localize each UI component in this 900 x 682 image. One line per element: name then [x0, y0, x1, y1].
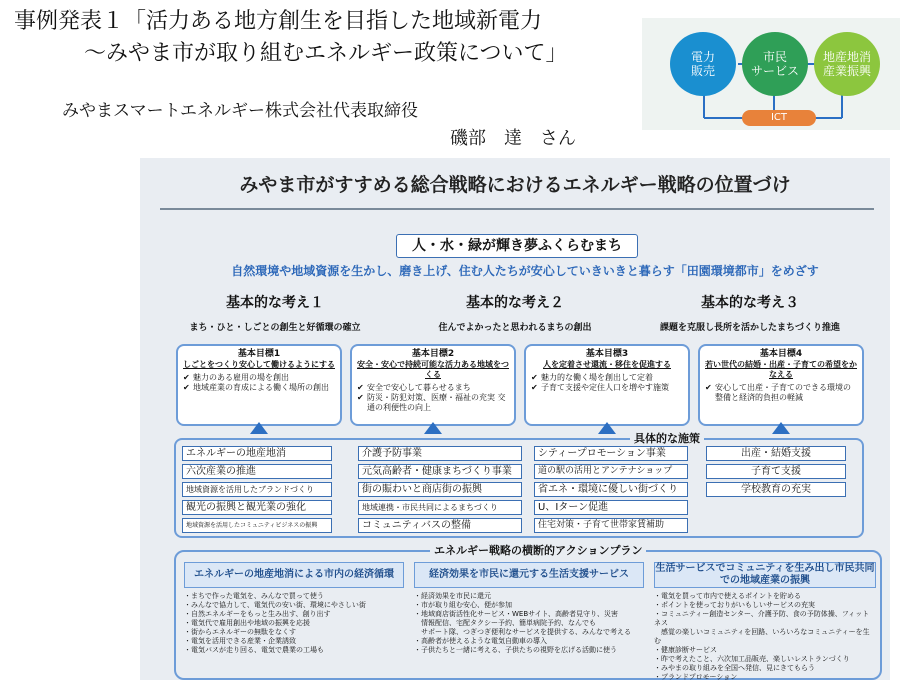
basic-idea-3: 基本的な考え３	[701, 295, 799, 311]
figure-title: みやま市がすすめる総合戦略におけるエネルギー戦略の位置づけ	[239, 174, 791, 196]
action-item: ・健康診断サービス	[654, 646, 717, 654]
goal-subtitle: 人を定着させ還流・移住を促進する	[543, 360, 671, 369]
measure-item: 道の駅の活用とアンテナショップ	[534, 464, 688, 479]
goal-item: ✔ 防災・防犯対策、医療・福祉の充実 交通の利便性の向上	[357, 393, 509, 413]
basic-idea-1-sub: まち・ひと・しごとの創生と好循環の確立	[189, 323, 361, 333]
ict-pill: ICT	[742, 110, 816, 126]
title-line-2: ～みやま市が取り組むエネルギー政策について」	[84, 41, 568, 66]
measure-item: シティープロモーション事業	[534, 446, 688, 461]
action-item: ・ブランドプロモーション	[654, 673, 738, 681]
goal-card-1	[176, 344, 342, 426]
measure-item: 地域資源を活用したコミュニティビジネスの振興	[182, 518, 332, 533]
action-item: ・子供たちと一緒に考える、子供たちの視野を広げる活動に使う	[414, 646, 617, 654]
strategy-figure	[140, 158, 890, 680]
action-item: サポート隊、つぎつぎ便利なサービスを提供する、みんなで考える	[414, 628, 631, 636]
measure-item: 地域連携・市民共同によるまちづくり	[358, 500, 522, 515]
basic-idea-1: 基本的な考え１	[226, 295, 324, 311]
action-column-1	[184, 562, 404, 655]
goal-item: ✔ 魅力的な働く場を創出して定着	[531, 373, 683, 383]
ict-diagram	[642, 18, 900, 130]
goal-title: 基本目標2	[411, 349, 455, 359]
goal-item: ✔ 安全で安心して暮らせるまち	[357, 383, 509, 393]
action-item: ・まちで作った電気を、みんなで買って使う	[184, 592, 324, 600]
goal-subtitle: 安全・安心で持続可能な活力ある地域をつくる	[357, 360, 509, 379]
measure-item: 学校教育の充実	[706, 482, 846, 497]
action-item: 感覚の楽しいコミュニティを回路、いろいろなコミュニティーを生む	[654, 628, 870, 645]
city-motto: 自然環境や地域資源を生かし、磨き上げ、住む人たちが安心していきいきと暮らす「田園環境都市」をめざす	[231, 264, 819, 278]
measure-item: 六次産業の推進	[182, 464, 332, 479]
presenter-name: 磯部 達 さん	[450, 128, 576, 149]
action-item: ・みんなで協力して、電気代の安い街、環境にやさしい街	[184, 601, 366, 609]
goal-subtitle: しごとをつくり安心して働けるようにする	[183, 360, 335, 369]
ict-circle-citizen-service	[742, 32, 808, 96]
goal-subtitle: 若い世代の結婚・出産・子育ての希望をかなえる	[705, 360, 857, 379]
measure-item: 元気高齢者・健康まちづくり事業	[358, 464, 522, 479]
goal-item: ✔ 安心して出産・子育てのできる環境の整備と経済的負担の軽減	[705, 383, 857, 403]
measure-item: 地域資源を活用したブランドづくり	[182, 482, 332, 497]
measure-item: コミュニティバスの整備	[358, 518, 522, 533]
measure-item: 出産・結婚支援	[706, 446, 846, 461]
action-item: ・ポイントを使っておりがいもしいサービスの充実	[654, 601, 815, 609]
action-heading: 生活サービスでコミュニティを生み出し市民共同での地域産業の振興	[655, 563, 875, 586]
goal-item: ✔ 子育て支援や定住人口を増やす施策	[531, 383, 683, 393]
action-item: 情報配信、宅配タクシー予約、簡単病院予約、なんでも	[414, 619, 596, 627]
basic-idea-2-sub: 住んでよかったと思われるまちの創出	[438, 323, 592, 333]
measure-item: 街の賑わいと商店街の振興	[358, 482, 522, 497]
ict-circle-power-sales	[670, 32, 736, 96]
goal-card-3	[524, 344, 690, 426]
action-item: ・地域商店街活性化サービス・WEBサイト、高齢者見守り、災害	[414, 610, 619, 618]
measures-label: 具体的な施策	[630, 430, 704, 446]
action-column-2	[414, 562, 644, 655]
action-item: ・市が取り組む安心、便が参加	[414, 601, 512, 609]
goal-title: 基本目標3	[585, 349, 629, 359]
measure-item: 省エネ・環境に優しい街づくり	[534, 482, 688, 497]
up-arrow-icon	[250, 422, 268, 434]
up-arrow-icon	[598, 422, 616, 434]
action-item: ・経済効果を市民に還元	[414, 592, 491, 600]
action-heading: エネルギーの地産地消による市内の経済循環	[184, 562, 404, 588]
action-item: ・街からエネルギーの無駄をなくす	[184, 628, 296, 636]
measure-item: 観光の振興と観光業の強化	[182, 500, 332, 515]
ict-circle-label: 電力 販売	[690, 50, 715, 78]
up-arrow-icon	[424, 422, 442, 434]
action-item: ・コミュニティー創造センター、介護予防、食の予防体操、フィットネス	[654, 610, 870, 627]
goal-item: ✔ 魅力のある雇用の場を創出	[183, 373, 335, 383]
action-plan-label: エネルギー戦略の横断的アクションプラン	[430, 542, 646, 558]
action-item: ・電気を買って市内で使えるポイントを貯める	[654, 592, 801, 600]
ict-circle-label: 市民 サービス	[750, 50, 799, 78]
measure-item: 住宅対策・子育て世帯家賃補助	[534, 518, 688, 533]
action-heading: 経済効果を市民に還元する生活支援サービス	[414, 562, 644, 588]
measure-item: 子育て支援	[706, 464, 846, 479]
title-divider	[160, 208, 874, 210]
measure-item: 介護予防事業	[358, 446, 522, 461]
goal-title: 基本目標1	[237, 349, 281, 359]
action-item: ・高齢者が使えるような電気自動車の導入	[414, 637, 547, 645]
action-item: ・電気代で雇用創出や地域の振興を応援	[184, 619, 310, 627]
action-list	[184, 592, 404, 655]
ict-circle-label: 地産地消 産業振興	[822, 50, 871, 78]
basic-idea-3-sub: 課題を克服し長所を活かしたまちづくり推進	[660, 323, 840, 333]
action-item: ・自然エネルギーをもっと生み出す、創り出す	[184, 610, 331, 618]
goal-card-4	[698, 344, 864, 426]
goal-item: ✔ 地域産業の育成による働く場所の創出	[183, 383, 335, 393]
action-column-3	[654, 562, 876, 682]
action-list	[414, 592, 644, 655]
vision-box: 人・水・緑が輝き夢ふくらむまち	[396, 234, 638, 258]
action-item: ・みやまの取り組みを全国へ発信、見にきてもらう	[654, 664, 815, 672]
up-arrow-icon	[772, 422, 790, 434]
title-line-1: 事例発表１「活力ある地方創生を目指した地域新電力	[14, 9, 543, 34]
measure-item: エネルギーの地産地消	[182, 446, 332, 461]
goal-title: 基本目標4	[759, 349, 803, 359]
measure-item: U、Iターン促進	[534, 500, 688, 515]
presenter-org: みやまスマートエネルギー株式会社代表取締役	[62, 101, 418, 121]
basic-idea-2: 基本的な考え２	[466, 295, 564, 311]
action-list	[654, 592, 876, 682]
goal-card-2	[350, 344, 516, 426]
action-item: ・電気を活用できる産業・企業誘致	[184, 637, 296, 645]
action-item: ・電気バスが走り回る、電気で農業の工場も	[184, 646, 324, 654]
action-item: ・昨で考えたこと、六次加工品販売、楽しいレストランづくり	[654, 655, 850, 663]
ict-circle-local-industry	[814, 32, 880, 96]
